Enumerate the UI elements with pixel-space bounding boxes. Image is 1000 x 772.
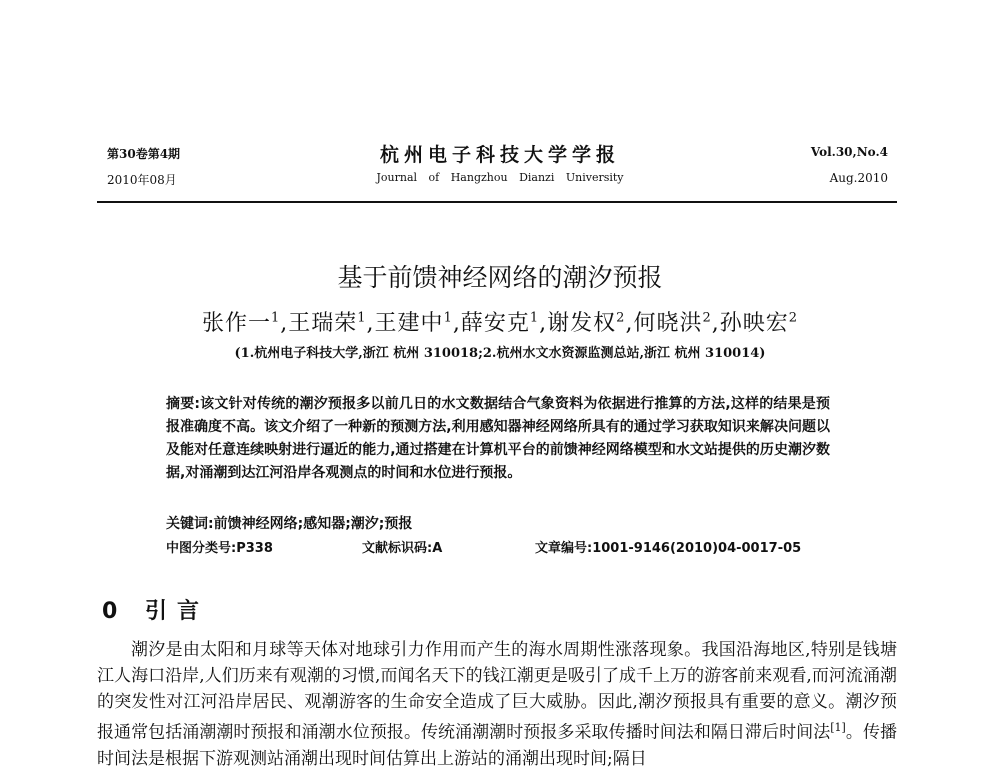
author-affil-mark: 1 xyxy=(357,310,367,326)
volume-issue-en: Vol.30,No.4 xyxy=(810,145,888,159)
keywords: 关键词:前馈神经网络;感知器;潮汐;预报 xyxy=(166,516,413,532)
publication-date-en: Aug.2010 xyxy=(829,171,888,185)
journal-name-en: Journal of Hangzhou Dianzi University xyxy=(376,171,624,184)
section-number: 0 xyxy=(102,599,128,624)
author-name: 张作一 xyxy=(201,311,271,336)
author-affil-mark: 1 xyxy=(443,310,453,326)
document-code: 文献标识码:A xyxy=(362,541,443,556)
author-name: 孙映宏 xyxy=(719,311,789,336)
author-list: 张作一$^1$,王瑞荣$^1$,王建中$^1$,薛安克$^1$,谢发权$^2$,何晓洪$^2$,孙映宏$^2$ xyxy=(201,310,799,336)
author-affil-mark: 2 xyxy=(616,310,626,326)
body-text-part2: 。传播时间法是根据下游观测站涌潮出现时间估算出上游站的涌潮出现时间;隔日 xyxy=(97,722,898,769)
author-name: 王建中 xyxy=(374,311,444,336)
author-affil-mark: 1 xyxy=(270,310,281,326)
author-affil-mark: 2 xyxy=(788,310,799,326)
body-paragraph xyxy=(97,637,897,772)
author-affil-mark: 2 xyxy=(702,310,712,326)
article-number: 文章编号:1001-9146(2010)04-0017-05 xyxy=(535,541,802,556)
volume-issue: 第30卷第4期 xyxy=(107,147,181,161)
affiliation: (1.杭州电子科技大学,浙江 杭州 310018;2.杭州水文水资源监测总站,浙江 杭州 310014) xyxy=(234,346,766,361)
publication-date: 2010年08月 xyxy=(107,173,177,187)
header-rule xyxy=(97,201,897,203)
section-heading xyxy=(102,594,209,625)
body-text-part1: 潮汐是由太阳和月球等天体对地球引力作用而产生的海水周期性涨落现象。我国沿海地区,特别是钱塘江人海口沿岸,人们历来有观潮的习惯,而闻名天下的钱江潮更是吸引了成千上万的游客前来观看,而河流涌潮的突发性对江河沿岸居民、观潮游客的生命安全造成了巨大威胁。因此,潮汐预报具有重要的意义。潮汐预报通常包括涌潮潮时预报和涌潮水位预报。传统涌潮潮时预报多采取传播时间法和隔日滞后时间法 xyxy=(97,640,897,743)
journal-name-cn: 杭州电子科技大学学报 xyxy=(379,144,620,166)
author-name: 何晓洪 xyxy=(633,311,703,336)
author-name: 薛安克 xyxy=(460,311,530,336)
author-affil-mark: 1 xyxy=(529,310,540,326)
author-name: 王瑞荣 xyxy=(288,311,358,336)
section-title: 引言 xyxy=(144,599,209,624)
classification-number: 中图分类号:P338 xyxy=(166,541,273,556)
abstract: 摘要:该文针对传统的潮汐预报多以前几日的水文数据结合气象资料为依据进行推算的方法,这样的结果是预报准确度不高。该文介绍了一种新的预测方法,利用感知器神经网络所具有的通过学习获取知识来解决问题以及能对任意连续映射进行逼近的能力,通过搭建在计算机平台的前馈神经网络模型和水文站提供的历史潮汐数据,对涌潮到达江河沿岸各观测点的时间和水位进行预报。 xyxy=(166,396,830,481)
paper-title: 基于前馈神经网络的潮汐预报 xyxy=(337,263,663,292)
citation-ref[interactable]: [1] xyxy=(830,721,846,734)
author-name: 谢发权 xyxy=(547,311,617,336)
